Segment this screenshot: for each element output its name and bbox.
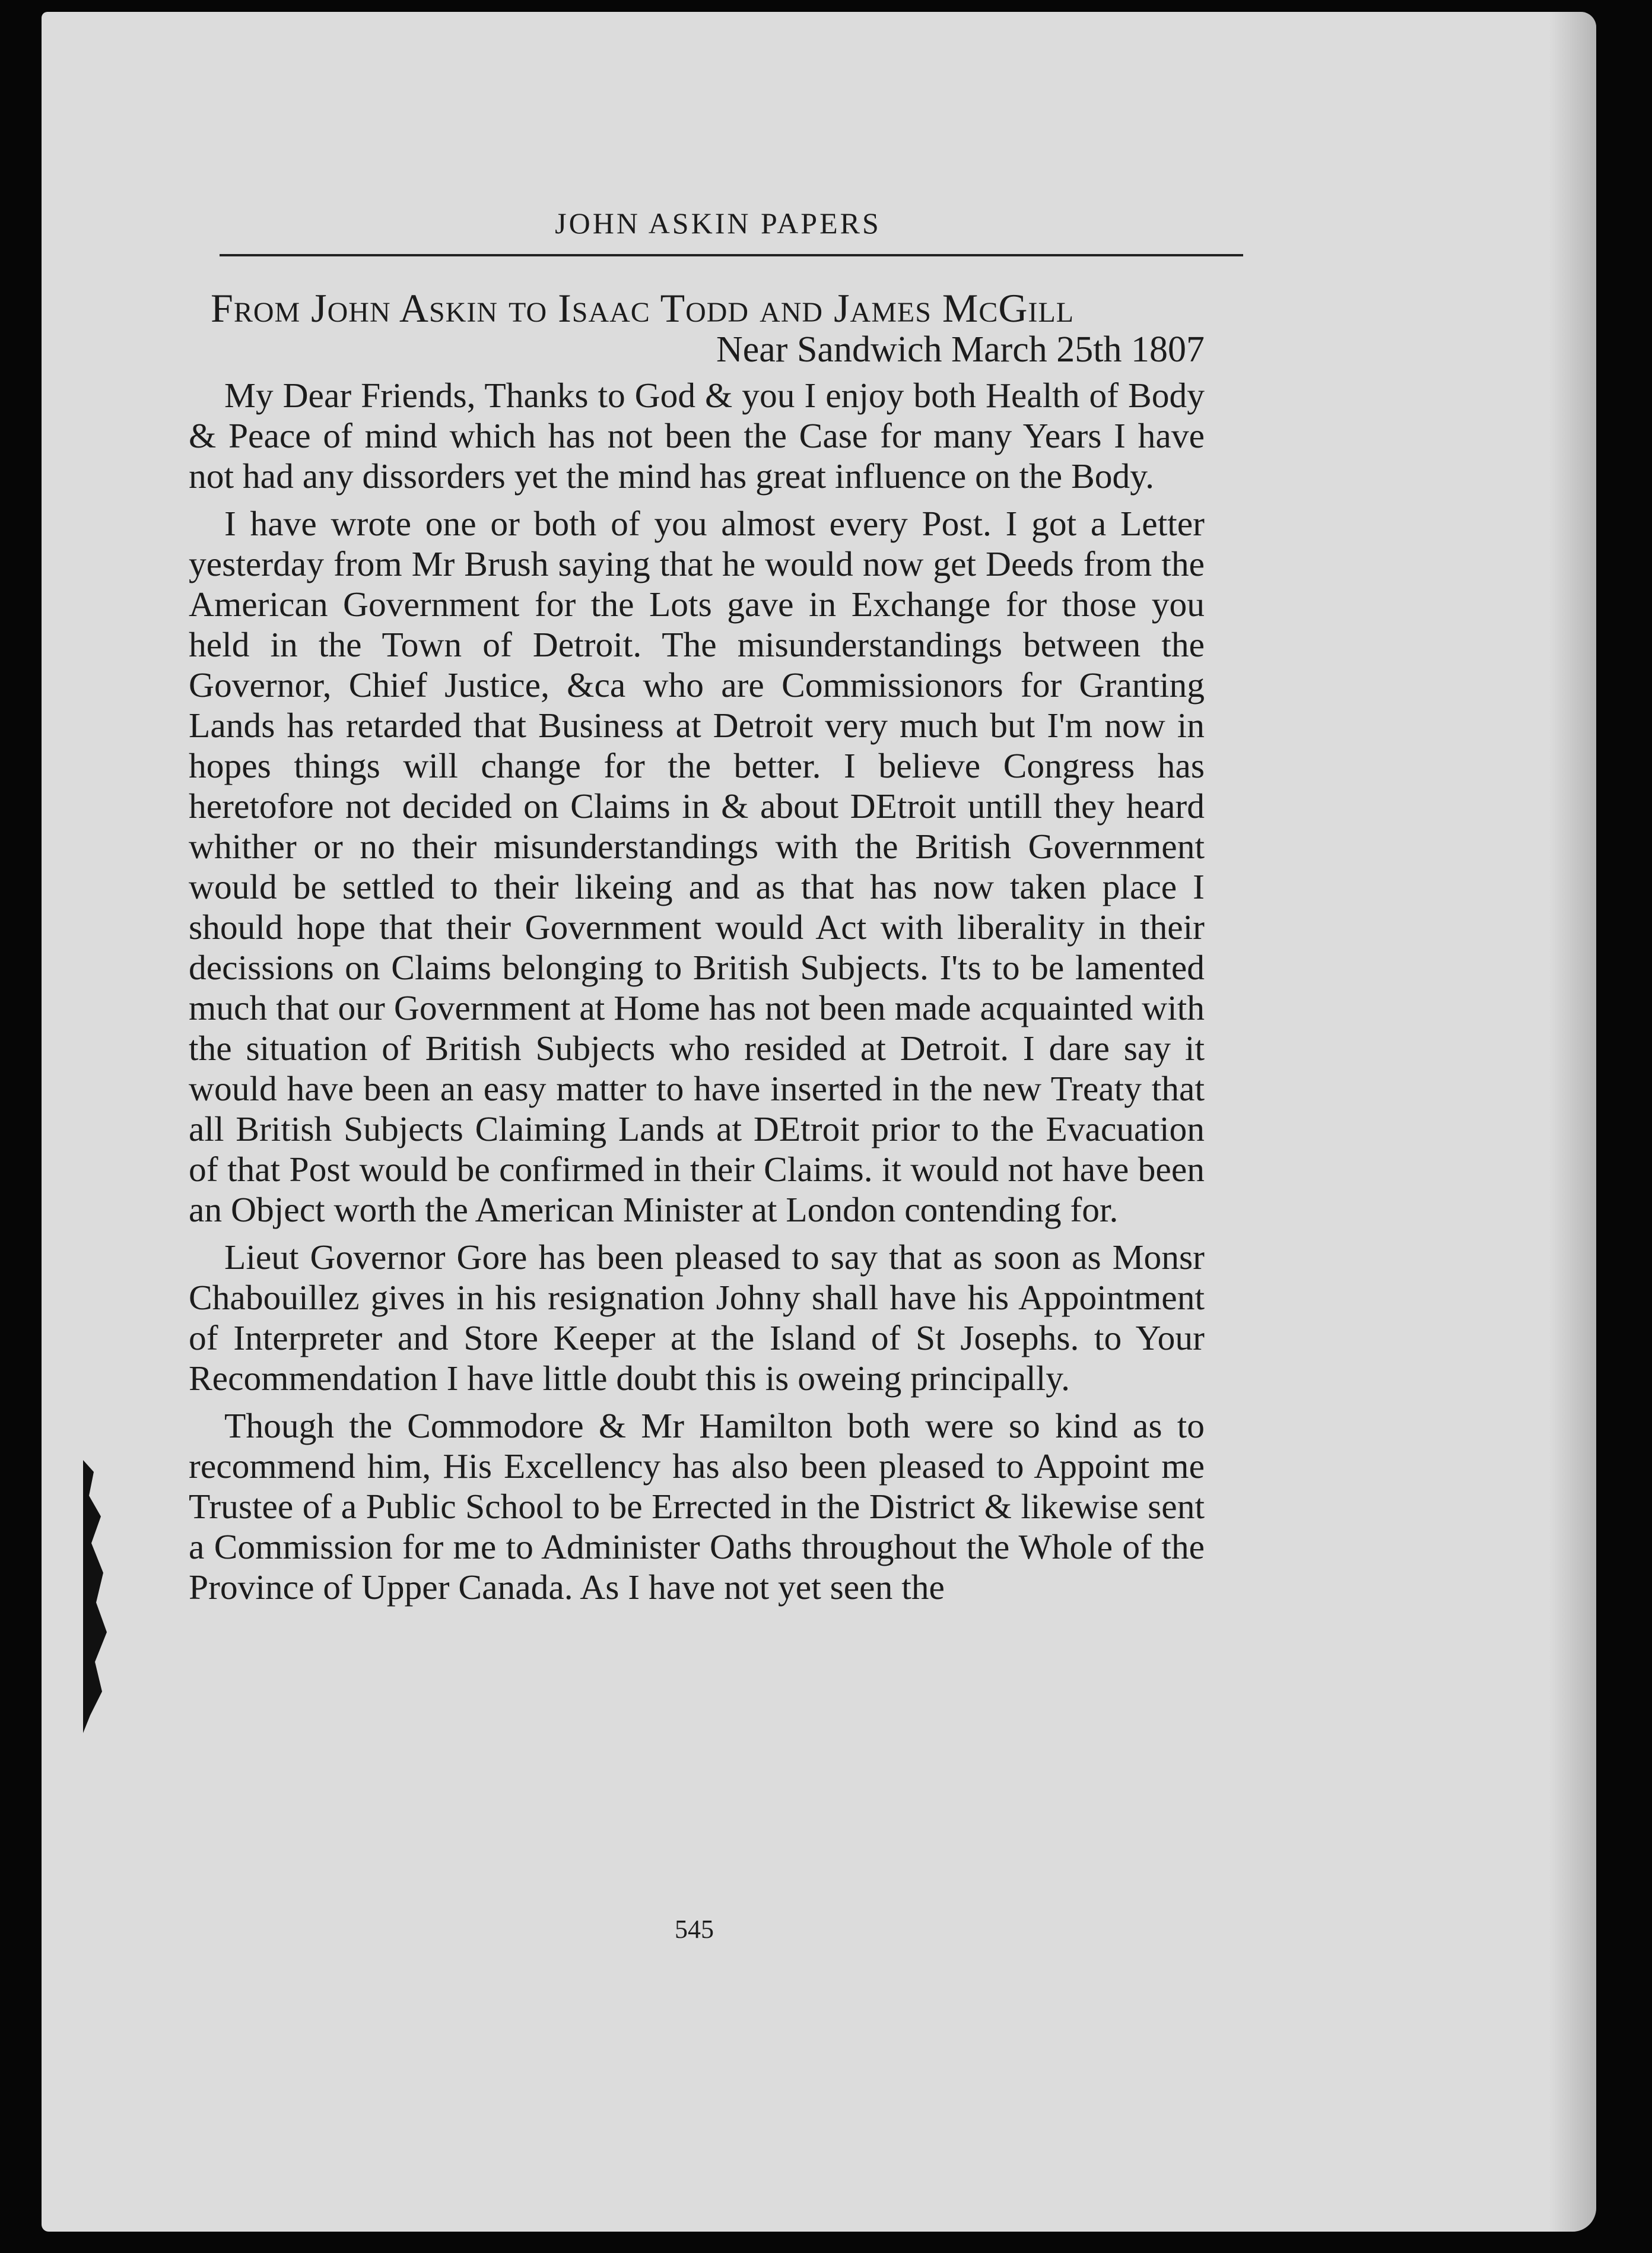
torn-edge-mark: [83, 1460, 119, 1733]
paragraph: I have wrote one or both of you almost every Post. I got a Letter yesterday from Mr Brush saying that he would now get Deeds from the American Government for the Lots gave in Exchange for those you held in the Town of Detroit. The misunderstandings between the Governor, Chief Justice, &ca who are Commissionors for Granting Lands has retarded that Business at Detroit very much but I'm now in hopes things will change for the better. I believe Congress has heretofore not decided on Claims in & about DEtroit untill they heard whither or no their misunderstandings with the British Government would be settled to their likeing and as that has now taken place I should hope that their Government would Act with liberality in their decissions on Claims belonging to British Subjects. I'ts to be lamented much that our Government at Home has not been made acquainted with the situation of British Subjects who resided at Detroit. I dare say it would have been an easy matter to have inserted in the new Treaty that all British Subjects Claiming Lands at DEtroit prior to the Evacuation of that Post would be confirmed in their Claims. it would not have been an Object worth the American Minister at London contending for.: [189, 504, 1205, 1229]
letter-heading: From John Askin to Isaac Todd and James McGill: [211, 285, 1075, 331]
running-head: JOHN ASKIN PAPERS: [555, 207, 881, 240]
dateline: Near Sandwich March 25th 1807: [716, 329, 1205, 370]
paragraph: Though the Commodore & Mr Hamilton both were so kind as to recommend him, His Excellency has also been pleased to Appoint me Trustee of a Public School to be Errected in the District & likewise sent a Commission for me to Administer Oaths throughout the Whole of the Province of Upper Canada. As I have not yet seen the: [189, 1406, 1205, 1607]
page-number: 545: [675, 1915, 714, 1944]
header-rule: [220, 254, 1243, 256]
paragraph: My Dear Friends, Thanks to God & you I enjoy both Health of Body & Peace of mind which has not been the Case for many Years I have not had any dissorders yet the mind has great influence on the Body.: [189, 376, 1205, 496]
letter-body: [189, 375, 1205, 1614]
paragraph: Lieut Governor Gore has been pleased to say that as soon as Monsr Chabouillez gives in his resignation Johny shall have his Appointment of Interpreter and Store Keeper at the Island of St Josephs. to Your Recommendation I have little doubt this is oweing principally.: [189, 1237, 1205, 1398]
page-edge-shadow: [1549, 12, 1596, 2232]
